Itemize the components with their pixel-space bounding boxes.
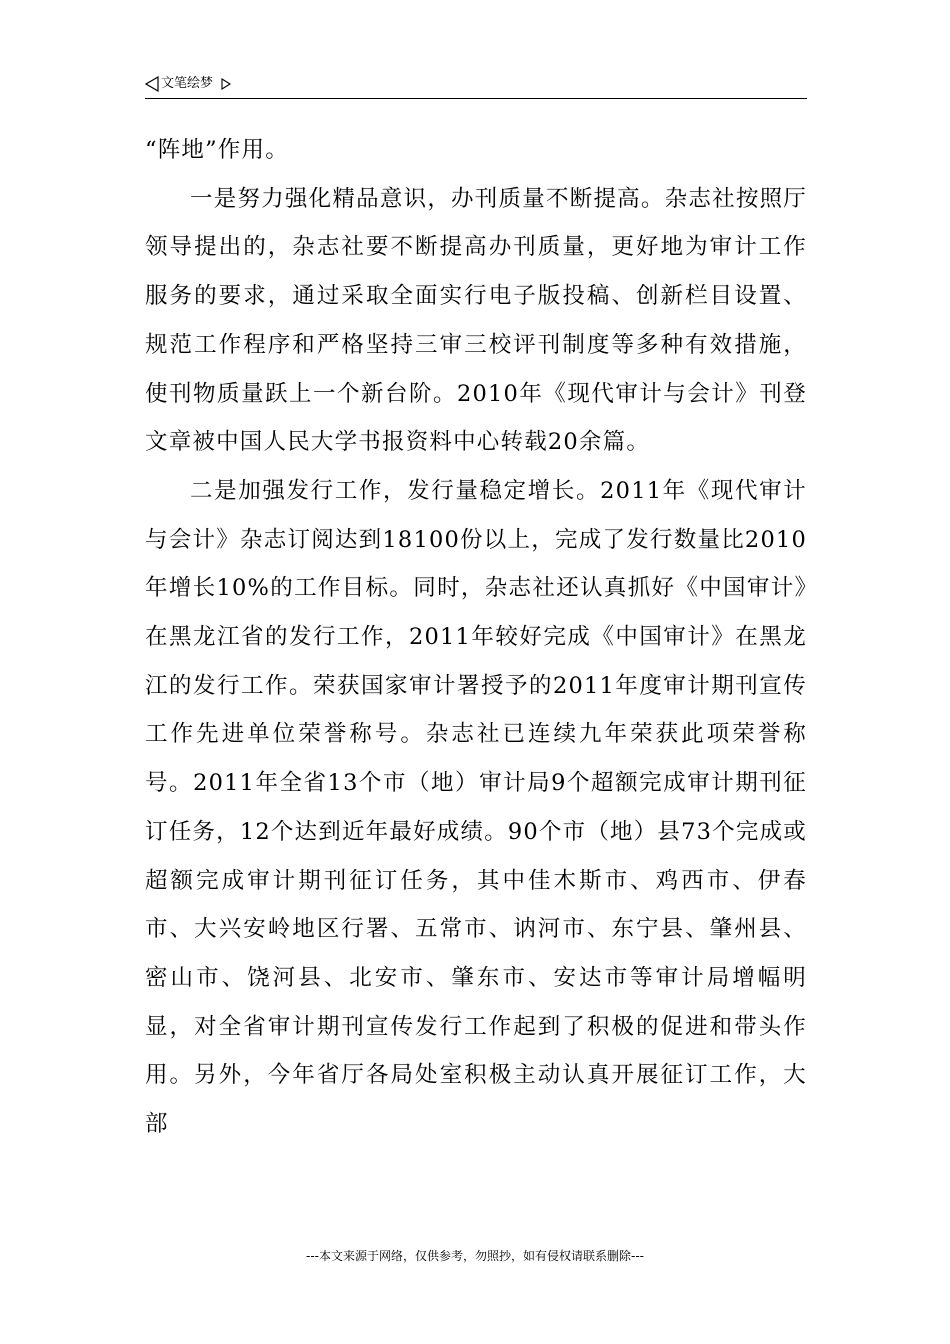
page-header (145, 74, 807, 99)
paragraph-continuation: “阵地”作用。 (145, 137, 289, 163)
header-brand (145, 76, 231, 92)
paragraph-quality: 一是努力强化精品意识，办刊质量不断提高。杂志社按照厅领导提出的，杂志社要不断提高办刊质量，更好地为审计工作服务的要求，通过采取全面实行电子版投稿、创新栏目设置、规范工作程序和严格坚持三审三校评刊制度等多种有效措施，使刊物质量跃上一个新台阶。2010年《现代审计与会计》刊登文章被中国人民大学书报资料中心转载20余篇。 (145, 185, 807, 456)
header-title: 文笔绘梦 (161, 76, 214, 91)
document-body (145, 126, 807, 1149)
page-footer-disclaimer: ---本文来源于网络，仅供参考，勿照抄，如有侵权请联系删除--- (306, 1249, 644, 1263)
triangle-right-outline-icon (221, 78, 231, 90)
paragraph-distribution: 二是加强发行工作，发行量稳定增长。2011年《现代审计与会计》杂志订阅达到18100份以上，完成了发行数量比2010年增长10%的工作目标。同时，杂志社还认真抓好《中国审计》在黑龙江省的发行工作，2011年较好完成《中国审计》在黑龙江的发行工作。荣获国家审计署授予的2011年度审计期刊宣传工作先进单位荣誉称号。杂志社已连续九年荣获此项荣誉称号。2011年全省13个市（地）审计局9个超额完成审计期刊征订任务，12个达到近年最好成绩。90个市（地）县73个完成或超额完成审计期刊征订任务，其中佳木斯市、鸡西市、伊春市、大兴安岭地区行署、五常市、讷河市、东宁县、肇州县、密山市、饶河县、北安市、肇东市、安达市等审计局增幅明显，对全省审计期刊宣传发行工作起到了积极的促进和带头作用。另外，今年省厅各局处室积极主动认真开展征订工作，大部 (145, 477, 807, 1138)
triangle-left-outline-icon (145, 76, 159, 92)
